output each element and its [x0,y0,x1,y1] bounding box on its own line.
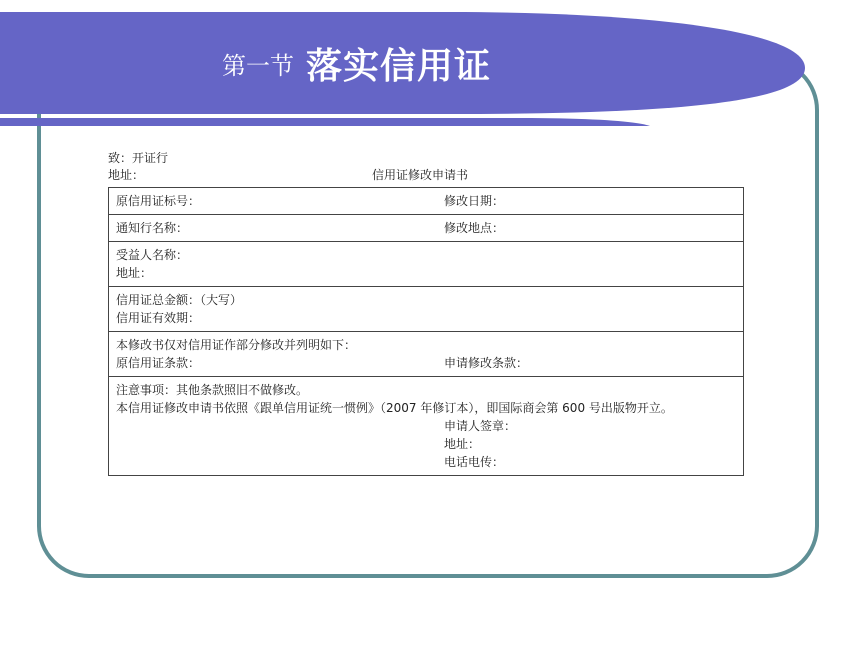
scope-text: 本修改书仅对信用证作部分修改并列明如下： [116,338,357,352]
slide-title [222,38,491,89]
beneficiary-address-label: 地址： [116,266,153,280]
amend-place-label: 修改地点： [444,221,505,235]
note-text: 注意事项：其他条款照旧不做修改。 [116,383,309,397]
validity-label: 信用证有效期： [116,311,201,325]
original-terms-label: 原信用证条款： [116,356,201,370]
issuing-bank-address: 地址： [108,168,145,182]
form-row [109,214,743,241]
form-row [109,286,743,331]
form-heading: 信用证修改申请书 [372,168,469,182]
applicant-address-label: 地址： [444,437,481,451]
title-text: 落实信用证 [306,45,492,87]
basis-text: 本信用证修改申请书依照《跟单信用证统一惯例》（2007 年修订本），即国际商会第 600 号出版物开立。 [116,401,673,415]
title-banner [0,0,860,140]
section-label: 第一节 [222,52,294,80]
form-row [109,241,743,286]
amend-date-label: 修改日期： [444,194,505,208]
beneficiary-label: 受益人名称： [116,248,189,262]
applicant-seal-label: 申请人签章： [444,419,517,433]
phone-fax-label: 电话电传： [444,455,505,469]
lc-number-label: 原信用证标号： [116,194,201,208]
amendment-application-form [108,150,744,476]
form-table [108,187,744,476]
total-amount-label: 信用证总金额：（大写） [116,293,243,307]
form-row [109,376,743,475]
address-heading-line [108,167,744,184]
requested-terms-label: 申请修改条款： [444,356,529,370]
to-issuing-bank: 致：开证行 [108,151,169,165]
advising-bank-label: 通知行名称： [116,221,189,235]
form-row [109,331,743,376]
form-row [109,188,743,214]
to-line [108,150,744,167]
